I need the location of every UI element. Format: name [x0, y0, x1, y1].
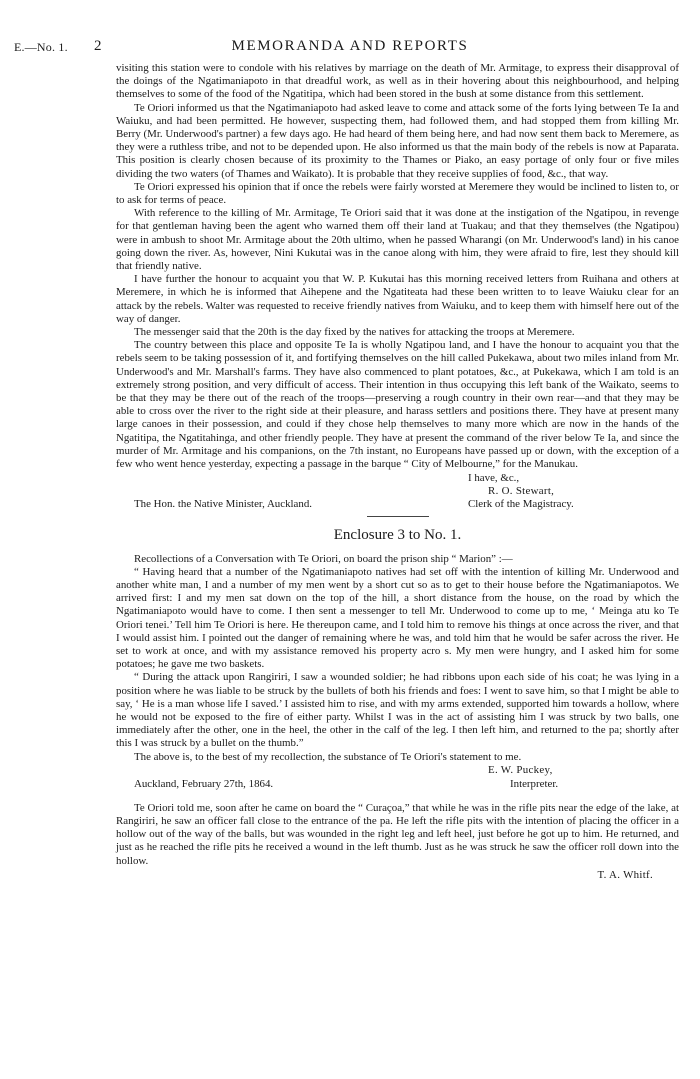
document-reference: E.—No. 1.: [14, 40, 68, 54]
enclosure-place-date: Auckland, February 27th, 1864.: [134, 777, 274, 790]
letter-signature: [116, 472, 679, 522]
enclosure-intro: Recollections of a Conversation with Te Oriori, on board the prison ship “ Marion” :—: [134, 552, 513, 565]
letter-paragraph: visiting this station were to condole with his relatives by marriage on the death of Mr. Armitage, to express their disapproval of the doings of the Ngatimaniapoto in that dreadful work, as well as in their hovering about this neighbourhood, and helping themselves to some of the food of the Ngatitipa, which had been stored in the bush at some distance from this settlement.: [116, 62, 679, 101]
spacer: [116, 792, 679, 802]
enclosure-signatory-title: Interpreter.: [510, 777, 559, 790]
page-header: [0, 38, 700, 58]
letter-paragraph: Te Oriori expressed his opinion that if once the rebels were fairly worsted at Meremere they would be inclined to listen to, or to ask for terms of peace.: [116, 180, 679, 207]
enclosure-note: Te Oriori told me, soon after he came on board the “ Curaçoa,” that while he was in the rifle pits near the edge of the lake, at Rangiriri, he saw an officer fall close to the entrance of the pa. He left the rifle pits with the intention of placing the officer in a hollow out of the way of the balls, but was wounded in the right leg and left heel, just before he got up to him. He returned, and just as he reached the rifle pits he received a wound in the left thumb. Just as he was struck he saw the officer roll down into the hollow.: [116, 801, 679, 867]
letter-paragraph: With reference to the killing of Mr. Armitage, Te Oriori said that it was done at the instigation of the Ngatipou, in revenge for that gentleman having been the agent who warned them off their land at Tuakau; and that they themselves (the Ngatipou) were in ambush to shoot Mr. Armitage about the 20th ultimo, when he passed Wharangi (on Mr. Underwood's land) in his canoe going down the river. As, however, Nini Kukutai was in the canoe along with him, they were afraid to fire, lest they should kill that friendly native.: [116, 207, 679, 273]
letter-addressee: The Hon. the Native Minister, Auckland.: [134, 498, 313, 511]
document-body: [116, 62, 679, 882]
letter-closing: I have, &c.,: [468, 472, 520, 485]
page-number: 2: [94, 38, 102, 54]
section-divider: [367, 516, 429, 517]
letter-paragraph: The messenger said that the 20th is the day fixed by the natives for attacking the troops at Meremere.: [134, 326, 575, 339]
letter-paragraph: I have further the honour to acquaint you that W. P. Kukutai has this morning received letters from Ruihana and others at Meremere, in which he is informed that Aihepene and the Ngatiteata had these been written to to leave Waiuku clear for an attack by the rebels. Walter was requested to receive friendly natives from Waiuku, and to keep them with himself here out of the way of danger.: [116, 273, 679, 325]
enclosure-signatory: E. W. Puckey,: [488, 763, 553, 776]
letter-signatory: R. O. Stewart,: [488, 485, 555, 498]
enclosure-paragraph: The above is, to the best of my recollection, the substance of Te Oriori's statement to me.: [134, 750, 522, 763]
letter-signatory-title: Clerk of the Magistracy.: [468, 498, 574, 511]
enclosure-signature: [116, 764, 679, 792]
note-signatory: T. A. Whitf.: [597, 868, 653, 881]
running-title: MEMORANDA AND REPORTS: [231, 38, 469, 54]
enclosure-heading: Enclosure 3 to No. 1.: [333, 527, 462, 544]
letter-paragraph: The country between this place and opposite Te Ia is wholly Ngatipou land, and I have the honour to acquaint you that the rebels seem to be taking possession of it, and fortifying themselves on the hill called Pukekawa, about two miles inland from Mr. Underwood's and Mr. Marshall's farms. They have also commenced to plant potatoes, &c., at Pukekawa, which I am told is an extremely strong position, and very difficult of access. Their intention in thus occupying this left bank of the Waikato, seems to be that they may be there out of the reach of the troops—preserving a rough country in their own rear—and that they may be able to cross over the river to the right side at their pleasure, and harass settlers and positions there. They have at present many large canoes in their possession, and could if they chose help themselves to many more which are now in the hands of the Ngatitipa, the Ngatitahinga, and other friendly people. They have at present the command of the river below Te Ia, and since the murder of Mr. Armitage and his companions, on the 7th instant, no Europeans have passed up or down, with the exception of a few who went hence yesterday, expecting a passage in the barque “ City of Melbourne,” for the Manukau.: [116, 339, 679, 471]
letter-paragraph: Te Oriori informed us that the Ngatimaniapoto had asked leave to come and attack some of the forts lying between Te Ia and Waiuku, and had been permitted. He however, suspecting them, had followed them, and had stopped them from killing Mr. Berry (Mr. Underwood's partner) a few days ago. He had heard of them being here, and had now sent them back to Meremere, as they were a ruthless tribe, and not to be depended upon. He also informed us that the main body of the rebels is now at Paparata. This position is clearly chosen because of its proximity to the Thames or Piako, an easy portage of only four or five miles dividing the two waters (of Thames and Waikato). It is probable that they receive supplies of food, &c., that way.: [116, 101, 679, 180]
enclosure-paragraph: “ Having heard that a number of the Ngatimaniapoto natives had set off with the intention of killing Mr. Underwood and another white man, I and a number of my men went by a short cut so as to get to their house before the Ngatimaniapotos. We arrived first: I and my men sat down on the top of the hill, a short distance from the house, on the road by which the Ngatimaniapoto would have to come. I then sent a messenger to tell Mr. Underwood to come up to me, ‘ Meinga atu ko Te Oriori tenei.’ Tell him Te Oriori is here. He thereupon came, and I told him to remove his things at once across the river, and that I would assist him. I pointed out the danger of remaining where he was, and told him that he would be safer across the river. He set to work at once, and with my assistance removed his property acro s. My men were hungry, and I asked him for some potatoes; he gave me two baskets.: [116, 565, 679, 671]
enclosure-paragraph: “ During the attack upon Rangiriri, I saw a wounded soldier; he had ribbons upon each side of his coat; he was lying in a position where he was liable to be struck by the bullets of both his friends and foes: I went to save him, so that I might be able to say, ‘ He is a man whose life I saved.’ I assisted him to rise, and with my arms extended, supported him towards a hollow, where he would not be exposed to the fire of either party. Whilst I was in the act of assisting him I was struck by two balls, one immediately after the other, one in the heel, the other in the calf of the leg. I then left him, and returned to the pa; shortly after this I was struck by a bullet on the thumb.”: [116, 671, 679, 750]
